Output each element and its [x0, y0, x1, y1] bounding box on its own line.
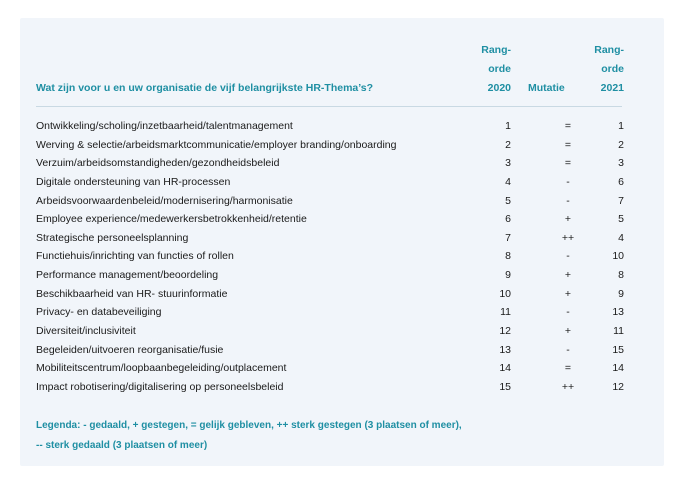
row-rank-2020: 3 [505, 157, 511, 170]
table-row [20, 322, 664, 341]
row-mutatie: + [564, 287, 572, 300]
row-theme: Functiehuis/inrichting van functies of rollen [36, 250, 234, 263]
row-mutatie: = [564, 120, 572, 132]
row-rank-2021: 9 [618, 287, 624, 300]
row-rank-2020: 12 [499, 325, 511, 338]
row-rank-2021: 5 [618, 213, 624, 226]
row-rank-2021: 2 [618, 138, 624, 151]
legend [36, 416, 462, 455]
row-rank-2020: 15 [499, 380, 511, 393]
table-row [20, 192, 664, 211]
table-row [20, 247, 664, 266]
row-theme: Digitale ondersteuning van HR-processen [36, 175, 231, 188]
column-header-2021 [594, 41, 624, 98]
row-mutatie: = [564, 157, 572, 170]
row-mutatie: + [564, 325, 572, 338]
column-header-2021-line3: 2021 [600, 82, 624, 94]
table-question-header: Wat zijn voor u en uw organisatie de vijf belangrijkste HR-Thema’s? [36, 82, 374, 94]
table-row [20, 117, 664, 136]
row-mutatie: - [566, 250, 570, 263]
table-row [20, 229, 664, 248]
row-mutatie: ++ [561, 231, 575, 244]
table-row [20, 285, 664, 304]
table-row [20, 173, 664, 192]
table-row [20, 210, 664, 229]
row-mutatie: ++ [561, 380, 575, 393]
row-rank-2020: 7 [505, 231, 511, 244]
row-rank-2020: 8 [505, 250, 511, 263]
row-rank-2021: 6 [618, 175, 624, 188]
row-rank-2020: 1 [505, 120, 511, 132]
row-mutatie: - [566, 194, 570, 207]
row-mutatie: = [564, 138, 572, 151]
row-mutatie: - [566, 175, 570, 188]
row-theme: Verzuim/arbeidsomstandigheden/gezondheidsbeleid [36, 157, 280, 170]
row-theme: Begeleiden/uitvoeren reorganisatie/fusie [36, 343, 224, 356]
row-rank-2020: 6 [505, 213, 511, 226]
row-rank-2021: 13 [612, 306, 624, 319]
row-theme: Arbeidsvoorwaardenbeleid/modernisering/harmonisatie [36, 194, 293, 207]
row-theme: Privacy- en databeveiliging [36, 306, 162, 319]
row-rank-2020: 2 [505, 138, 511, 151]
row-mutatie: - [566, 343, 570, 356]
legend-line-1: Legenda: - gedaald, + gestegen, = gelijk gebleven, ++ sterk gestegen (3 plaatsen of meer), [36, 420, 462, 431]
column-header-2020 [481, 41, 511, 98]
column-header-mutatie: Mutatie [528, 82, 565, 94]
column-header-2020-line1: Rang- [481, 44, 511, 56]
table-row [20, 303, 664, 322]
row-rank-2020: 11 [500, 306, 511, 319]
row-theme: Beschikbaarheid van HR- stuurinformatie [36, 287, 228, 300]
table-row [20, 154, 664, 173]
row-mutatie: + [564, 269, 572, 282]
row-theme: Mobiliteitscentrum/loopbaanbegeleiding/outplacement [36, 362, 287, 375]
hr-themes-table-card [20, 18, 664, 466]
column-header-2020-line2: orde [488, 63, 511, 75]
row-mutatie: - [566, 306, 570, 319]
row-rank-2021: 14 [612, 362, 624, 375]
row-theme: Performance management/beoordeling [36, 269, 219, 282]
row-theme: Diversiteit/inclusiviteit [36, 325, 136, 338]
row-mutatie: = [564, 362, 572, 375]
table-row [20, 359, 664, 378]
row-rank-2020: 14 [499, 362, 511, 375]
row-rank-2021: 12 [612, 380, 624, 393]
row-theme: Employee experience/medewerkersbetrokkenheid/retentie [36, 213, 307, 226]
row-rank-2021: 1 [618, 120, 624, 132]
column-header-2021-line1: Rang- [594, 44, 624, 56]
table-row [20, 378, 664, 397]
row-rank-2020: 9 [505, 269, 511, 282]
header-divider [36, 106, 622, 107]
row-rank-2021: 15 [612, 343, 624, 356]
row-theme: Strategische personeelsplanning [36, 231, 189, 244]
row-rank-2021: 3 [618, 157, 624, 170]
row-mutatie: + [564, 213, 572, 226]
legend-line-2: -- sterk gedaald (3 plaatsen of meer) [36, 439, 208, 451]
row-rank-2021: 4 [618, 231, 624, 244]
table-row [20, 341, 664, 360]
table-row [20, 136, 664, 155]
row-rank-2021: 7 [618, 194, 624, 207]
column-header-2020-line3: 2020 [487, 82, 511, 94]
row-rank-2020: 10 [499, 287, 511, 300]
column-header-2021-line2: orde [601, 63, 624, 75]
row-rank-2021: 8 [618, 269, 624, 282]
row-rank-2020: 13 [499, 343, 511, 356]
row-rank-2021: 10 [612, 250, 624, 263]
table-row [20, 266, 664, 285]
table-body [20, 117, 664, 397]
row-theme: Ontwikkeling/scholing/inzetbaarheid/talentmanagement [36, 120, 293, 132]
row-theme: Werving & selectie/arbeidsmarktcommunicatie/employer branding/onboarding [36, 138, 397, 151]
row-rank-2021: 11 [613, 325, 624, 338]
row-rank-2020: 4 [505, 175, 511, 188]
row-rank-2020: 5 [505, 194, 511, 207]
row-theme: Impact robotisering/digitalisering op personeelsbeleid [36, 380, 284, 393]
